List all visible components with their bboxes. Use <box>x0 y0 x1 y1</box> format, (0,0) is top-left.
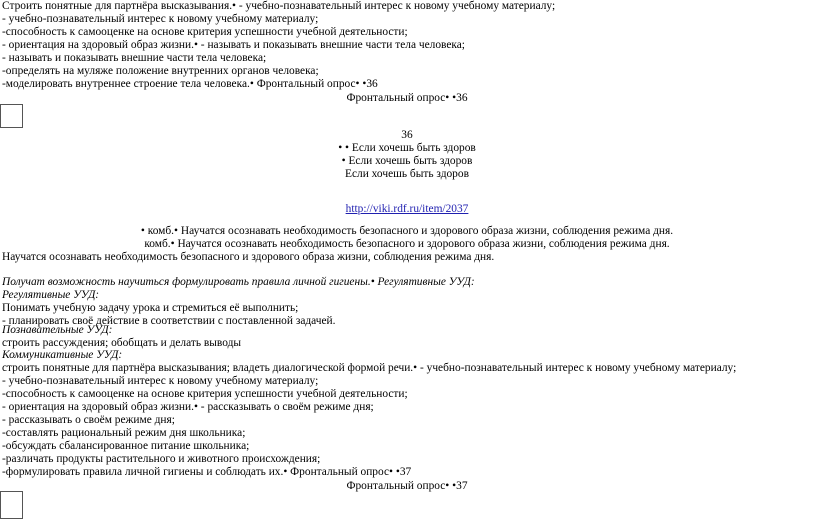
text-line: • • Если хочешь быть здоров <box>338 142 476 154</box>
text-line: • комб.• Научатся осознавать необходимость безопасного и здорового образа жизни, соблюдения режима дня. <box>140 225 674 237</box>
text-line: комб.• Научатся осознавать необходимость безопасного и здорового образа жизни, соблюдения режима дня. <box>144 238 670 250</box>
text-line: -обсуждать сбалансированное питание школьника; <box>2 440 250 452</box>
regulative-heading: Регулятивные УУД: <box>2 289 100 301</box>
resource-link[interactable]: http://viki.rdf.ru/item/2037 <box>345 203 469 215</box>
empty-cell-box <box>0 491 23 519</box>
text-line: строить рассуждения; обобщать и делать выводы <box>2 337 242 349</box>
text-line: - ориентация на здоровый образ жизни.• - называть и показывать внешние части тела человека; <box>2 39 465 51</box>
text-line: -определять на муляже положение внутренних органов человека; <box>2 65 319 77</box>
text-line: -различать продукты растительного и животного происхождения; <box>2 453 321 465</box>
text-line: - называть и показывать внешние части тела человека; <box>2 52 267 64</box>
text-line: - учебно-познавательный интерес к новому учебному материалу; <box>2 13 319 25</box>
text-line: -способность к самооценке на основе критерия успешности учебной деятельности; <box>2 388 408 400</box>
text-line: -составлять рациональный режим дня школьника; <box>2 427 246 439</box>
text-line: Если хочешь быть здоров <box>345 168 469 180</box>
empty-cell-box <box>0 104 23 128</box>
frontal-survey-line: Фронтальный опрос• •36 <box>346 92 468 104</box>
frontal-survey-line: Фронтальный опрос• •37 <box>346 480 468 492</box>
page-number: 36 <box>401 129 413 141</box>
text-line: Понимать учебную задачу урока и стремиться её выполнить; <box>2 302 299 314</box>
text-line: -формулировать правила личной гигиены и соблюдать их.• Фронтальный опрос• •37 <box>2 466 412 478</box>
text-line: -моделировать внутреннее строение тела человека.• Фронтальный опрос• •36 <box>2 78 378 90</box>
text-line: Научатся осознавать необходимость безопасного и здорового образа жизни, соблюдения режима дня. <box>2 251 495 263</box>
text-line: - учебно-познавательный интерес к новому учебному материалу; <box>2 375 319 387</box>
text-line: • Если хочешь быть здоров <box>341 155 473 167</box>
uud-intro: Получат возможность научиться формулировать правила личной гигиены.• Регулятивные УУД: <box>2 276 475 288</box>
text-line: - рассказывать о своём режиме дня; <box>2 414 175 426</box>
communicative-heading: Коммуникативные УУД: <box>2 349 123 361</box>
text-line: строить понятные для партнёра высказывания; владеть диалогической формой речи.• - учебно-познавательный интерес к новому учебному материалу; <box>2 362 737 374</box>
text-line: - ориентация на здоровый образ жизни.• - рассказывать о своём режиме дня; <box>2 401 374 413</box>
cognitive-heading: Познавательные УУД: <box>2 324 113 336</box>
text-line: - планировать своё действие в соответствии с поставленной задачей. <box>2 315 336 327</box>
text-line: Строить понятные для партнёра высказывания.• - учебно-познавательный интерес к новому учебному материалу; <box>2 0 556 12</box>
text-line: -способность к самооценке на основе критерия успешности учебной деятельности; <box>2 26 408 38</box>
